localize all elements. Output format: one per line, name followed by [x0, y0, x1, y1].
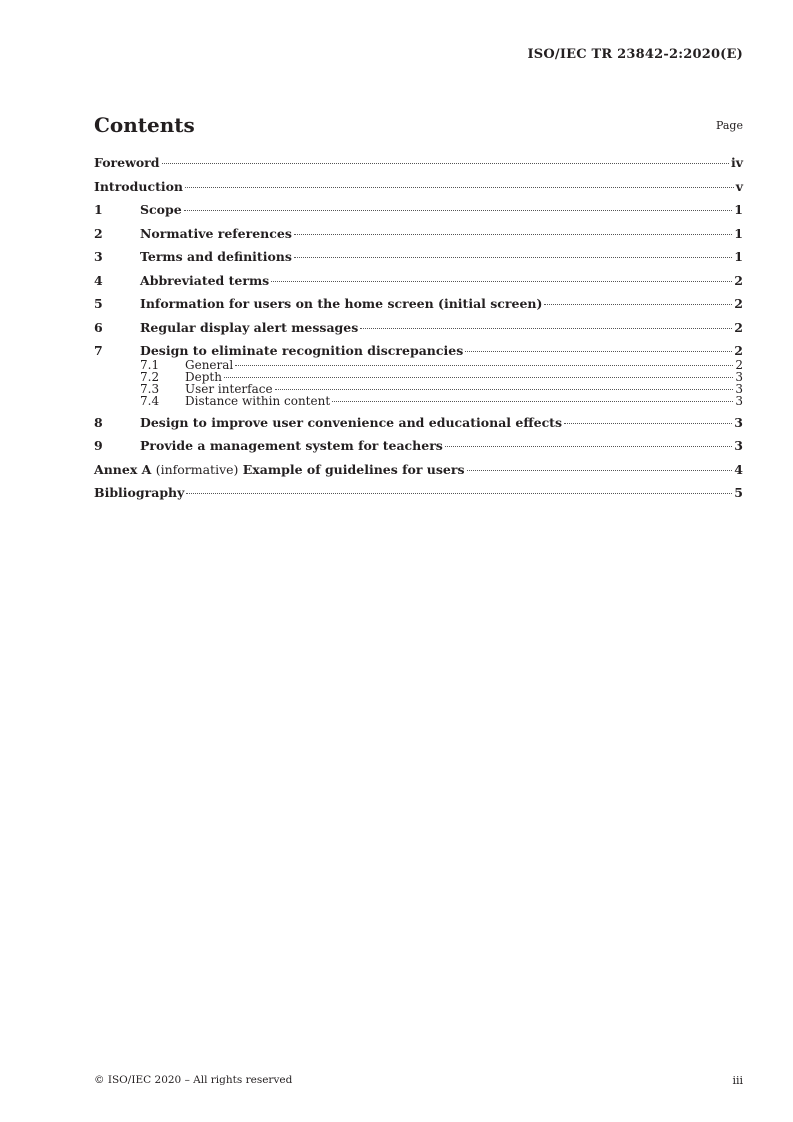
toc-page-number: 3	[734, 438, 743, 453]
toc-entry-regular-display-alert-messages[interactable]	[94, 320, 743, 336]
annex-label: Annex A	[94, 461, 152, 477]
toc-entry-text: Abbreviated terms	[140, 272, 270, 288]
annex-note: (informative)	[155, 461, 239, 477]
toc-page-number: v	[735, 178, 743, 194]
toc-entry-foreword[interactable]	[94, 155, 743, 171]
toc-page-number: 4	[734, 461, 743, 477]
toc-entry-text: User interface	[185, 382, 273, 396]
table-of-contents	[94, 155, 743, 501]
document-code: ISO/IEC TR 23842-2:2020(E)	[527, 47, 743, 62]
toc-entry-text: General	[185, 358, 234, 372]
toc-entry-normative-references[interactable]	[94, 226, 743, 242]
toc-entry-scope[interactable]	[94, 202, 743, 218]
toc-page-number: iv	[730, 155, 743, 170]
toc-entry-text: Bibliography	[94, 485, 185, 500]
toc-entry-information-for-users[interactable]	[94, 296, 743, 312]
toc-entry-design-to-improve-user-convenience[interactable]	[94, 415, 743, 431]
toc-entry-text: Scope	[140, 202, 182, 217]
toc-page-number: 2	[734, 319, 743, 335]
toc-page-number: 1	[734, 225, 743, 241]
page-column-label: Page	[715, 119, 743, 132]
toc-entry-introduction[interactable]	[94, 179, 743, 195]
toc-entry-text: Information for users on the home screen (initial screen)	[140, 296, 543, 311]
toc-section-number: 3	[94, 249, 103, 264]
toc-entry-text: Terms and definitions	[140, 249, 292, 264]
dot-leader	[275, 389, 734, 390]
toc-page-number: 2	[734, 343, 743, 358]
dot-leader	[294, 234, 732, 235]
dot-leader	[184, 210, 733, 211]
toc-section-number: 8	[94, 414, 103, 430]
toc-section-number: 1	[94, 202, 103, 217]
dot-leader	[332, 401, 733, 402]
toc-entry-bibliography[interactable]	[94, 485, 743, 501]
toc-section-number: 7.4	[140, 394, 160, 408]
dot-leader	[185, 187, 734, 188]
toc-section-number: 4	[94, 272, 103, 288]
dot-leader	[564, 423, 732, 424]
toc-entry-text: Foreword	[94, 155, 160, 170]
dot-leader	[445, 446, 732, 447]
contents-title: Contents	[94, 113, 195, 137]
dot-leader	[271, 281, 732, 282]
toc-page-number: 5	[734, 485, 743, 500]
toc-entry-text: Design to improve user convenience and educational effects	[140, 414, 562, 430]
toc-entry-terms-and-definitions[interactable]	[94, 249, 743, 265]
toc-page-number: 3	[735, 382, 743, 396]
toc-entry-text: Design to eliminate recognition discrepancies	[140, 343, 464, 358]
toc-section-number: 7.1	[140, 358, 160, 372]
toc-entry-text: Regular display alert messages	[140, 319, 359, 335]
toc-section-number: 7	[94, 343, 103, 358]
dot-leader	[162, 163, 729, 164]
toc-page-number: 2	[735, 358, 743, 372]
copyright-notice: © ISO/IEC 2020 – All rights reserved	[94, 1074, 293, 1086]
toc-entry-text	[94, 462, 465, 478]
toc-page-number: 2	[734, 296, 743, 311]
toc-page-number: 3	[734, 414, 743, 430]
toc-section-number: 9	[94, 438, 103, 453]
toc-section-number: 7.2	[140, 370, 160, 384]
annex-title: Example of guidelines for users	[242, 461, 465, 477]
dot-leader	[224, 377, 733, 378]
toc-entry-text: Depth	[185, 370, 222, 384]
toc-entry-annex-a[interactable]	[94, 462, 743, 478]
toc-section-number: 6	[94, 319, 103, 335]
toc-entry-abbreviated-terms[interactable]	[94, 273, 743, 289]
toc-page-number: 2	[734, 272, 743, 288]
dot-leader	[465, 351, 732, 352]
toc-section-number: 5	[94, 296, 103, 311]
toc-page-number: 1	[734, 202, 743, 217]
toc-entry-text: Provide a management system for teachers	[140, 438, 443, 453]
dot-leader	[467, 470, 733, 471]
dot-leader	[360, 328, 732, 329]
toc-entry-design-to-eliminate-recognition-discrepancies[interactable]	[94, 343, 743, 359]
dot-leader	[186, 493, 732, 494]
dot-leader	[294, 257, 732, 258]
toc-entry-text: Introduction	[94, 178, 184, 194]
toc-section-number: 2	[94, 225, 103, 241]
footer-page-number: iii	[732, 1074, 743, 1087]
toc-entry-text: Normative references	[140, 225, 292, 241]
dot-leader	[235, 365, 733, 366]
dot-leader	[544, 304, 732, 305]
toc-section-number: 7.3	[140, 382, 160, 396]
toc-page-number: 3	[735, 370, 743, 384]
toc-entry-management-system-for-teachers[interactable]	[94, 438, 743, 454]
toc-page-number: 3	[735, 394, 743, 408]
toc-entry-distance-within-content[interactable]	[94, 395, 743, 407]
toc-entry-text: Distance within content	[185, 394, 331, 408]
toc-page-number: 1	[734, 249, 743, 264]
